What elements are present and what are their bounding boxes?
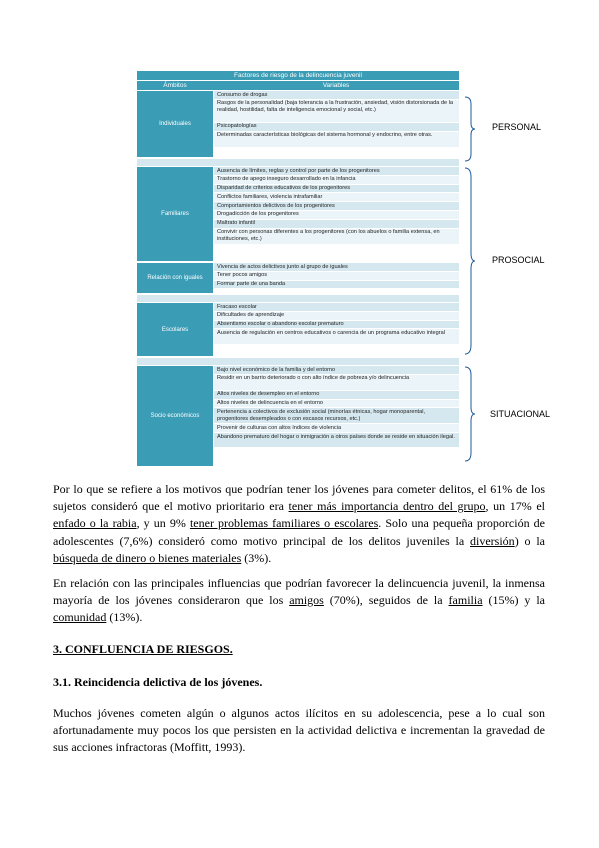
variable-row: Absentismo escolar o abandono escolar prematuro [214,321,459,330]
variable-row: Disparidad de criterios educativos de los progenitores [214,185,459,194]
underlined-term: tener más importancia dentro del grupo [288,499,486,514]
variable-row: Provenir de culturas con altos índices de violencia [214,424,459,433]
text-run: (15%) y la [482,593,545,608]
variable-row: Fracaso escolar [214,303,459,312]
table-header [137,81,459,90]
underlined-term: tener problemas familiares o escolares [189,516,379,531]
risk-factors-table [137,71,459,466]
subsection-heading: 3.1. Reincidencia delictiva de los jóvenes. [53,675,263,689]
variable-row: Tener pocos amigos [214,272,459,281]
text-run: , un 17% el [485,499,546,514]
text-run: , y un 9% [136,516,190,531]
variable-row: Determinadas características biológicas del sistema hormonal y endocrino, entre otras. [214,132,459,148]
variable-row: Consumo de drogas [214,91,459,100]
group-socioeconomicos [137,366,459,466]
variable-row: Psicopatologías [214,123,459,132]
text-run: . Solo una pequeña proporción de adolescentes (7,6%) consideró como motivo principal de los delitos juveniles la [53,516,546,548]
variable-row: Residir en un barrio deteriorado o con alto índice de pobreza y/o delincuencia [214,375,459,391]
group-individuales [137,91,459,157]
bracket-personal [464,96,476,162]
bracket-prosocial [464,167,476,355]
variable-row: Conflictos familiares, violencia intrafamiliar [214,193,459,202]
text-run: ) o la [514,533,545,548]
paragraph-motives [53,481,545,567]
underlined-term: comunidad [53,610,107,625]
label-prosocial: PROSOCIAL [492,255,545,265]
paragraph-reincidence: Muchos jóvenes cometen algún o algunos actos ilícitos en su adolescencia, pese a lo cual son afortunadamente muy pocos los que persisten en la actividad delictiva e incrementan la gravedad de sus acciones infractoras (Moffitt, 1993). [53,706,545,755]
ambito-label: Familiares [137,167,213,261]
variable-row: Altos niveles de desempleo en el entorno [214,391,459,400]
underlined-term: búsqueda de dinero o bienes materiales [53,550,242,565]
text-run: (70%), seguidos de la [323,593,449,608]
table-title: Factores de riesgo de la delincuencia juvenil [137,71,459,80]
variable-row: Ausencia de regulación en centros educativos o carencia de un programa educativo integral [214,329,459,345]
bracket-situacional [464,366,476,462]
variable-row: Trastorno de apego inseguro desarrollado en la infancia [214,176,459,185]
text-run: (3%). [241,550,272,565]
group-iguales [137,263,459,293]
underlined-term: familia [448,593,483,608]
text-run: En relación con las principales influencias que podrían favorecer la delincuencia juvenil, la inmensa mayoría de los jóvenes consideraron que los [53,576,545,608]
variable-row: Rasgos de la personalidad (baja tolerancia a la frustración, ansiedad, visión distorsionada de la realidad, hostilidad, falta de inteligencia emocional y social, etc.) [214,100,459,123]
underlined-term: diversión [470,533,515,548]
variable-row: Maltrato infantil [214,220,459,229]
ambito-label: Socio económicos [137,366,213,466]
variable-row: Vivencia de actos delictivos junto al grupo de iguales [214,263,459,272]
variable-row: Convivir con personas diferentes a los progenitores (con los abuelos o familia extensa, en instituciones, etc.) [214,229,459,245]
text-run: Por lo que se refiere a los motivos que podrían tener los jóvenes para cometer delitos, el 61% de los sujetos consideró que el motivo prioritario era [53,482,545,514]
table-separator [137,159,459,166]
variable-row: Comportamientos delictivos de los progenitores [214,202,459,211]
variable-row: Dificultades de aprendizaje [214,312,459,321]
label-situacional: SITUACIONAL [490,409,551,419]
variable-row: Abandono prematuro del hogar o inmigración a otros países donde se reside en situación ilegal. [214,433,459,448]
label-personal: PERSONAL [492,122,542,132]
ambito-label: Individuales [137,91,213,157]
ambito-label: Relación con iguales [137,263,213,293]
group-escolares [137,303,459,356]
header-variables: Variables [322,82,350,89]
section-heading: 3. CONFLUENCIA DE RIESGOS. [53,642,233,656]
variable-row: Formar parte de una banda [214,281,459,290]
variable-row: Altos niveles de delincuencia en el entorno [214,400,459,409]
text-run: (13%). [106,610,143,625]
ambito-label: Escolares [137,303,213,356]
underlined-term: amigos [289,593,324,608]
variable-row: Ausencia de límites, reglas y control por parte de los progenitores [214,167,459,176]
table-separator [137,295,459,302]
variable-row: Pertenencia a colectivos de exclusión social (minorías étnicas, hogar monoparental, progenitores desempleados o con escasos recursos, etc.) [214,408,459,424]
underlined-term: enfado o la rabia [53,516,137,531]
group-familiares [137,167,459,261]
variable-row: Bajo nivel económico de la familia y del entorno [214,366,459,375]
variable-row: Drogadicción de los progenitores [214,211,459,220]
table-separator [137,358,459,365]
paragraph-influences [53,575,545,627]
header-ambitos: Ámbitos [163,82,187,89]
